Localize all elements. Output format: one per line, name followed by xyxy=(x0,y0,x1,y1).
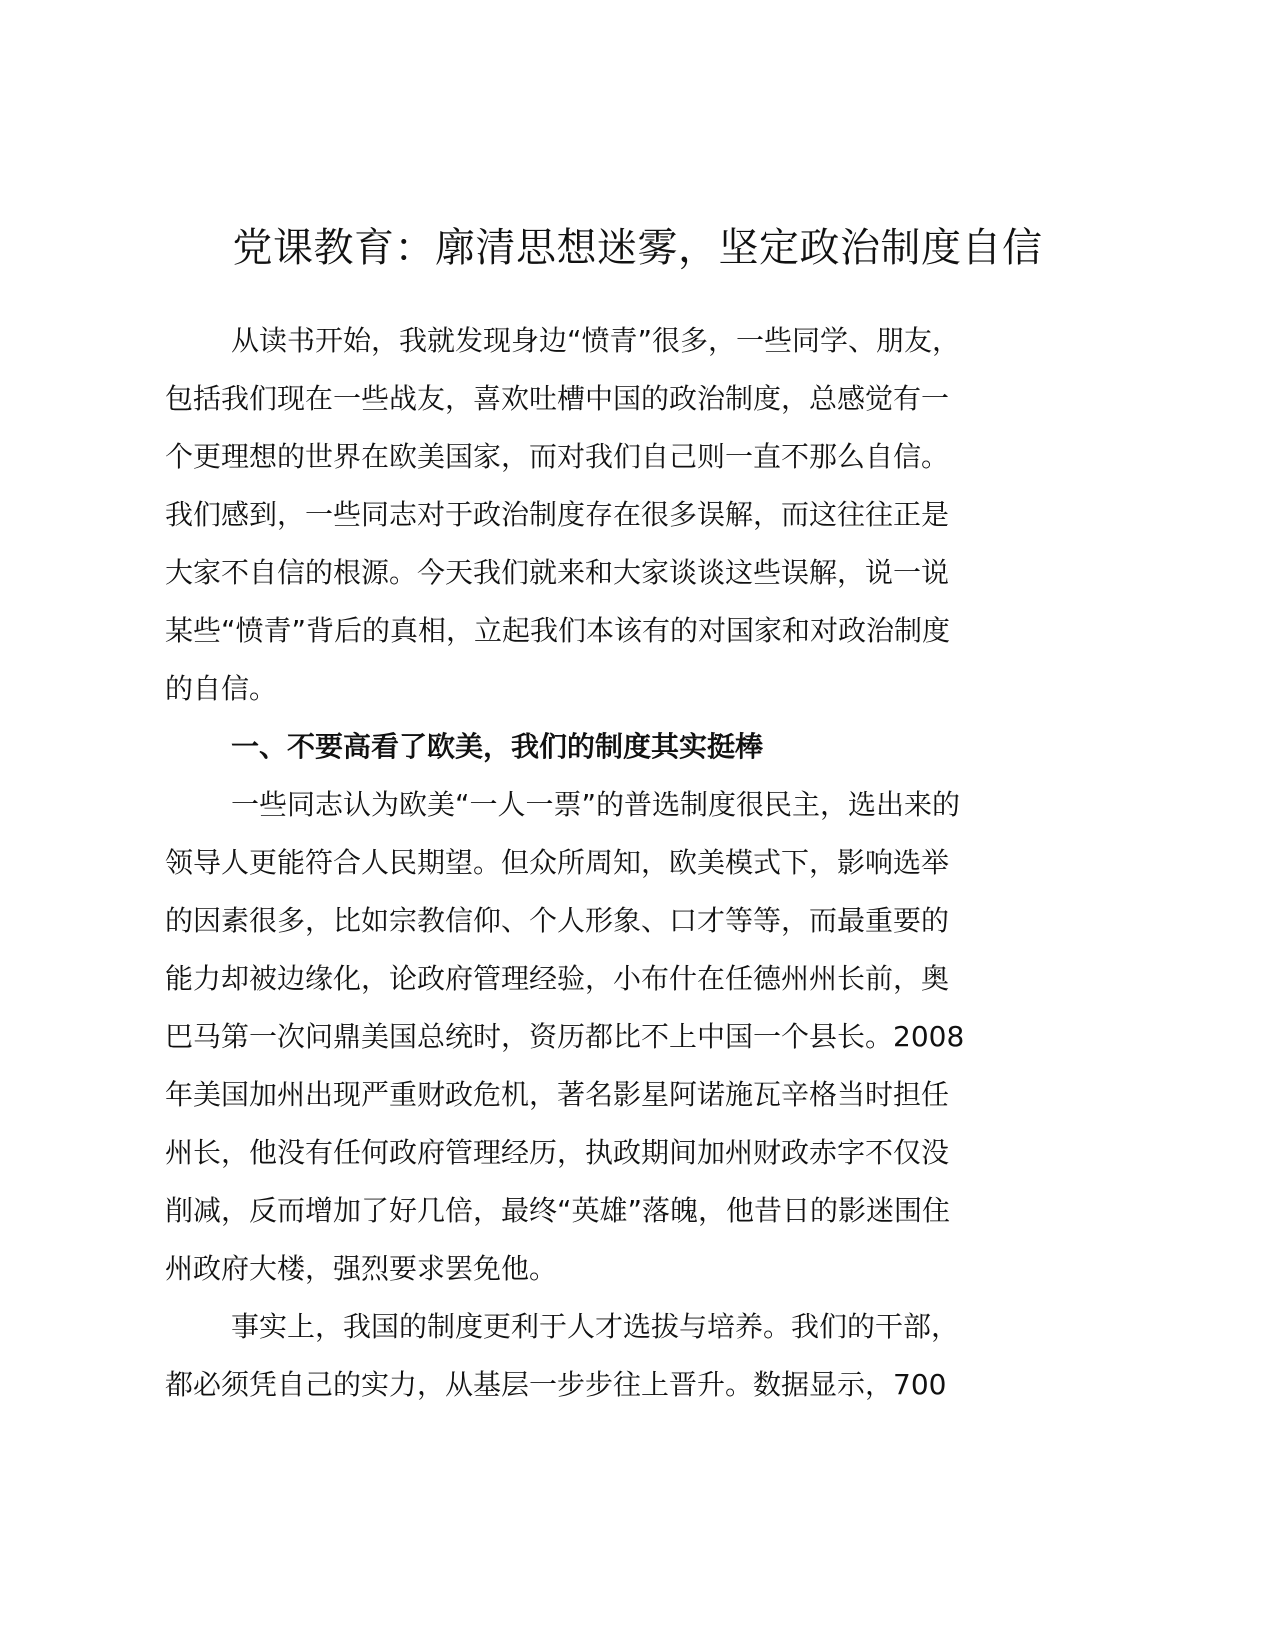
document-body xyxy=(165,312,1115,1414)
paragraph-line: 州政府大楼，强烈要求罢免他。 xyxy=(165,1252,558,1285)
paragraph-line: 个更理想的世界在欧美国家，而对我们自己则一直不那么自信。 xyxy=(165,440,950,473)
paragraph-line: 事实上，我国的制度更利于人才选拔与培养。我们的干部， xyxy=(231,1310,960,1343)
paragraph-line: 我们感到，一些同志对于政治制度存在很多误解，而这往往正是 xyxy=(165,498,950,531)
paragraph-intro xyxy=(165,312,1115,718)
paragraph-line: 领导人更能符合人民期望。但众所周知，欧美模式下，影响选举 xyxy=(165,846,950,879)
document-title: 党课教育：廓清思想迷雾，坚定政治制度自信 xyxy=(232,225,1043,271)
paragraph-line: 削减，反而增加了好几倍，最终“英雄”落魄，他昔日的影迷围住 xyxy=(165,1194,951,1227)
paragraph-line: 巴马第一次问鼎美国总统时，资历都比不上中国一个县长。2008 xyxy=(165,1020,965,1053)
paragraph-line: 州长，他没有任何政府管理经历，执政期间加州财政赤字不仅没 xyxy=(165,1136,950,1169)
section-heading: 一、不要高看了欧美，我们的制度其实挺棒 xyxy=(231,730,764,763)
paragraph-line: 都必须凭自己的实力，从基层一步步往上晋升。数据显示，700 xyxy=(165,1368,947,1401)
paragraph-talent-selection xyxy=(165,1298,1115,1414)
paragraph-line: 的因素很多，比如宗教信仰、个人形象、口才等等，而最重要的 xyxy=(165,904,950,937)
paragraph-line: 能力却被边缘化，论政府管理经验，小布什在任德州州长前，奥 xyxy=(165,962,950,995)
paragraph-line: 某些“愤青”背后的真相，立起我们本该有的对国家和对政治制度 xyxy=(165,614,951,647)
paragraph-line: 一些同志认为欧美“一人一票”的普选制度很民主，选出来的 xyxy=(231,788,961,821)
paragraph-line: 的自信。 xyxy=(165,672,278,705)
paragraph-line: 大家不自信的根源。今天我们就来和大家谈谈这些误解，说一说 xyxy=(165,556,950,589)
paragraph-line: 年美国加州出现严重财政危机，著名影星阿诺施瓦辛格当时担任 xyxy=(165,1078,950,1111)
paragraph-elections xyxy=(165,776,1115,1298)
paragraph-line: 包括我们现在一些战友，喜欢吐槽中国的政治制度，总感觉有一 xyxy=(165,382,950,415)
paragraph-line: 从读书开始，我就发现身边“愤青”很多，一些同学、朋友， xyxy=(231,324,961,357)
